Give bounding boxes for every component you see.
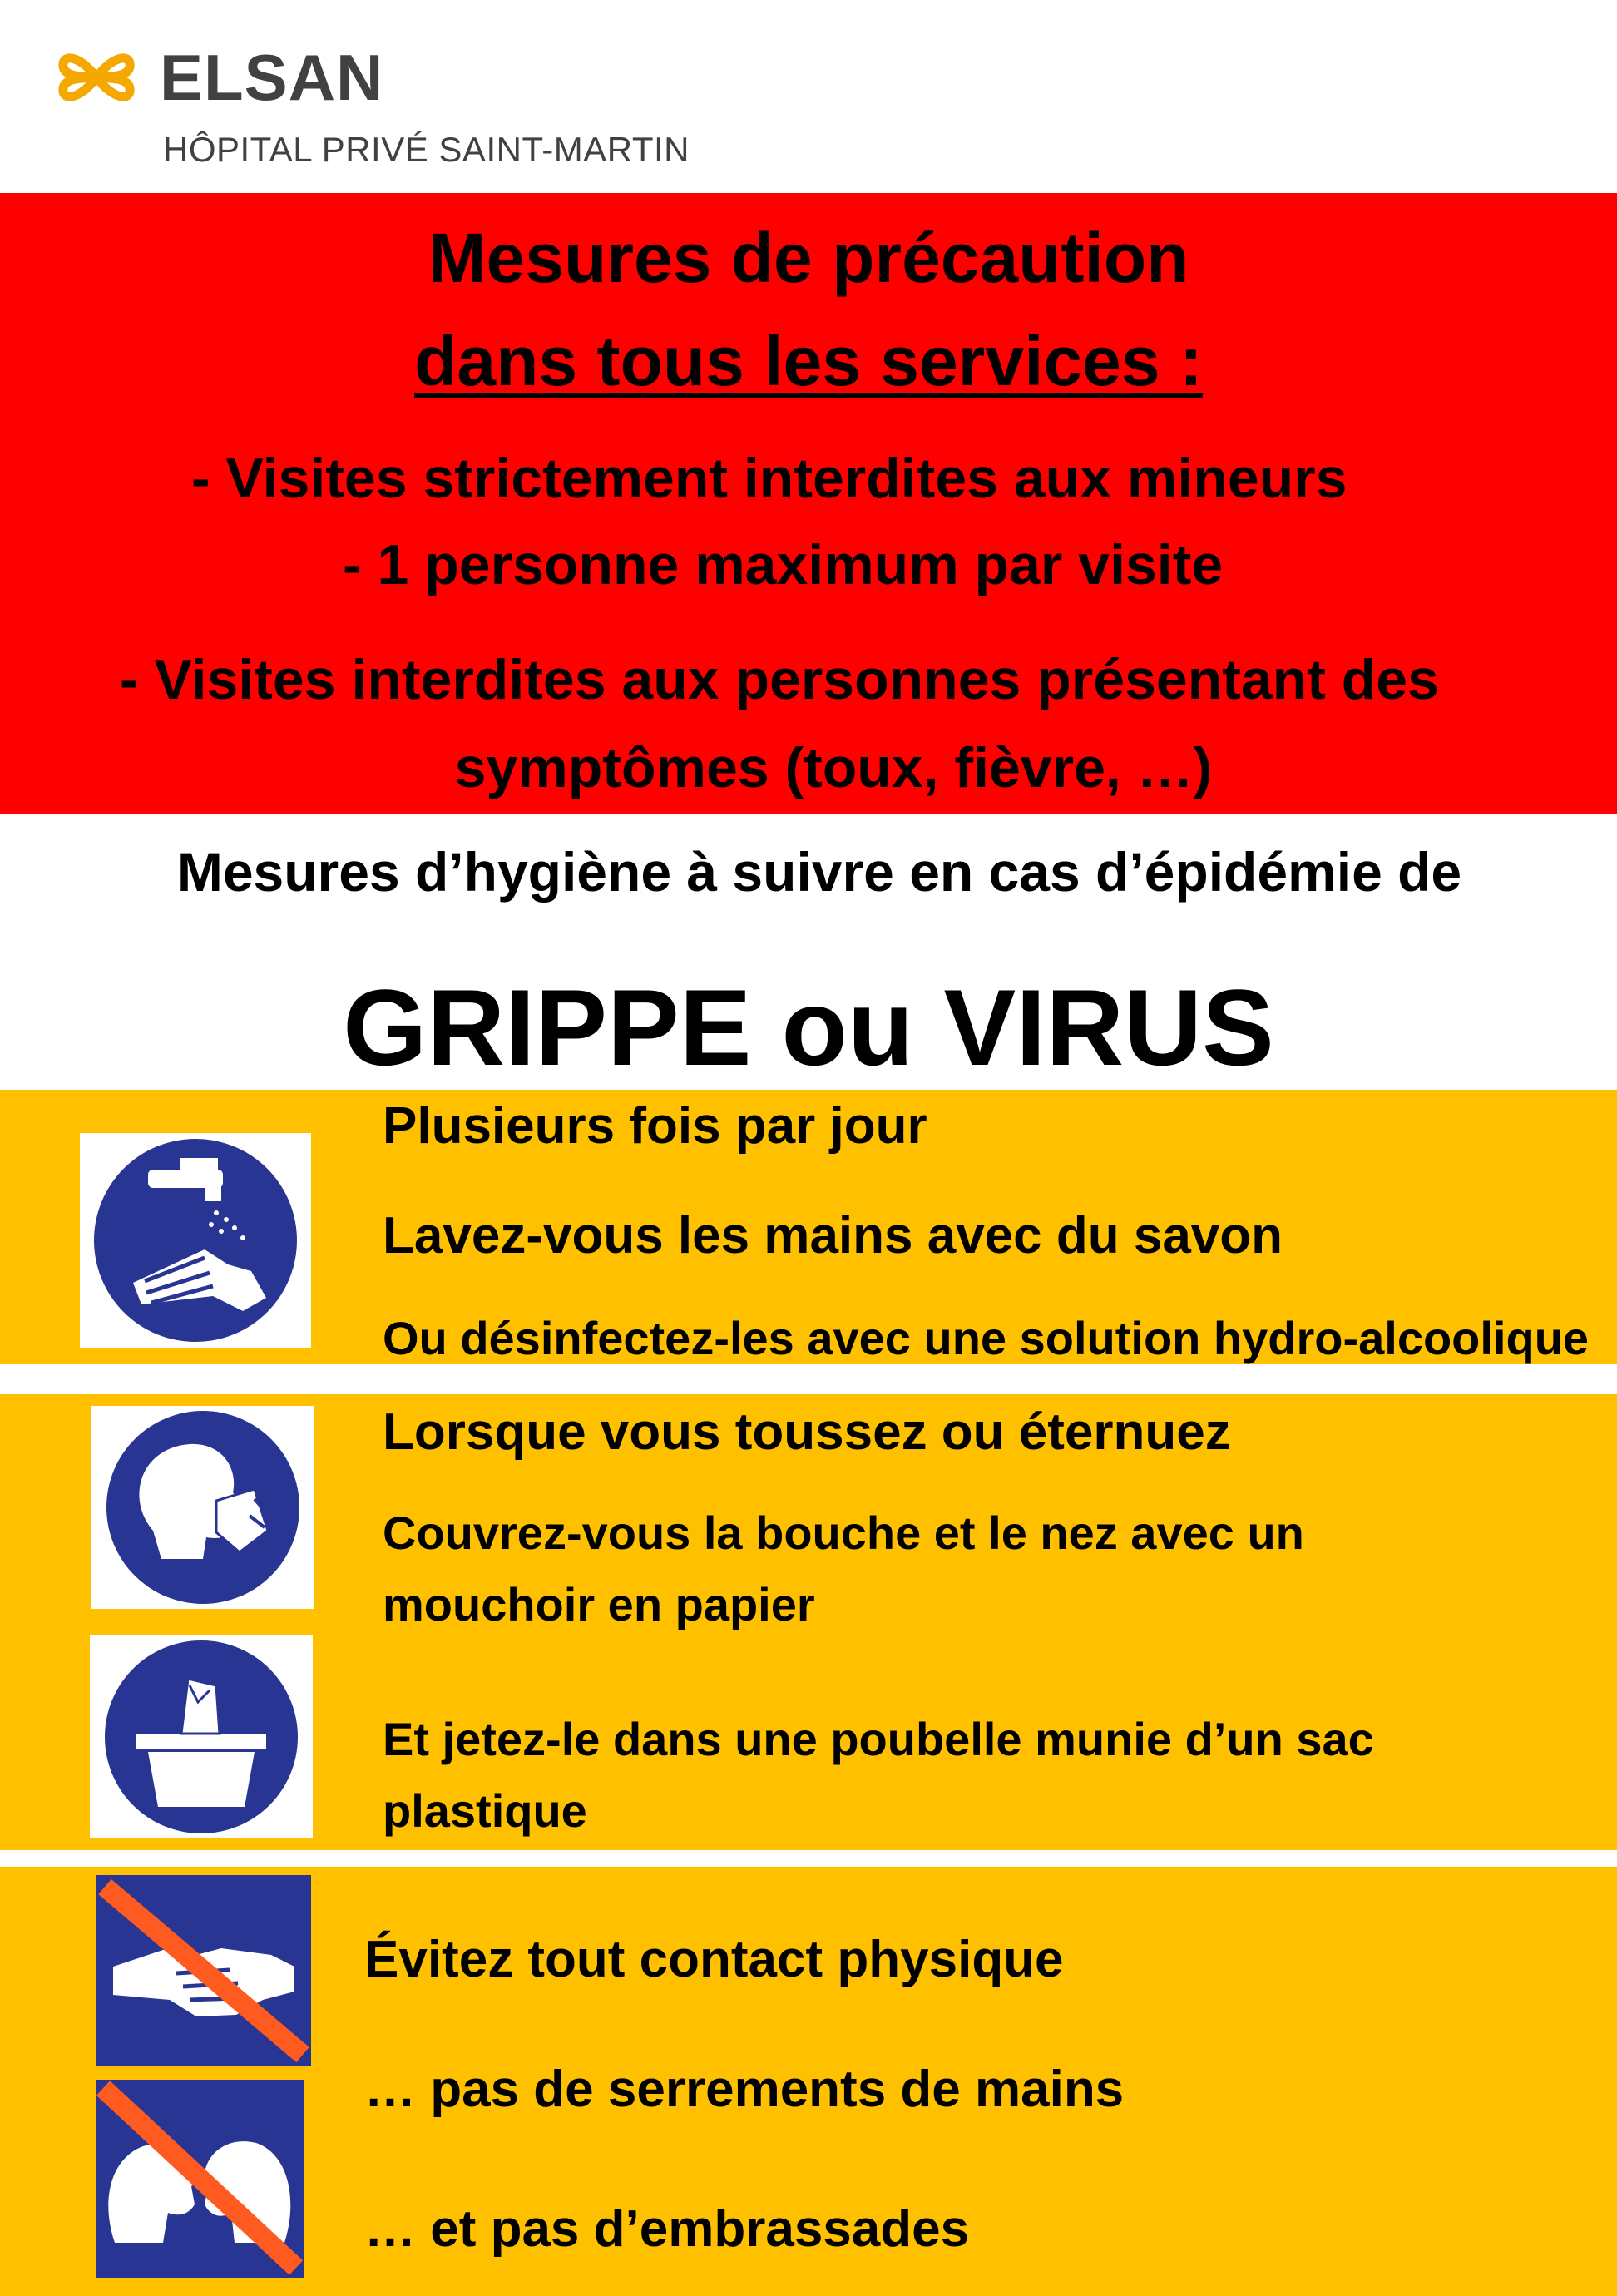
cough-cover-line2: mouchoir en papier xyxy=(383,1578,815,1630)
no-handshake-text: … pas de serrements de mains xyxy=(364,2061,1125,2118)
hands-wash-soap: Lavez-vous les mains avec du savon xyxy=(383,1207,1283,1264)
tissue-bin-icon xyxy=(90,1635,313,1838)
rule-symptoms-continued: symptômes (toux, fièvre, …) xyxy=(454,736,1213,799)
no-kiss-text: … et pas d’embrassades xyxy=(364,2200,970,2258)
cough-cover-line1: Couvrez-vous la bouche et le nez avec un xyxy=(383,1507,1304,1559)
rule-minors: - Visites strictement interdites aux mineurs xyxy=(191,447,1348,510)
hands-frequency: Plusieurs fois par jour xyxy=(383,1097,927,1155)
rule-symptoms: - Visites interdites aux personnes présentant des xyxy=(120,648,1439,711)
elsan-logo-icon xyxy=(55,38,138,116)
hand-washing-icon xyxy=(80,1133,311,1348)
cough-heading: Lorsque vous toussez ou éternuez xyxy=(383,1403,1231,1461)
hygiene-intro: Mesures d’hygiène à suivre en cas d’épidémie de xyxy=(176,841,1462,903)
no-kiss-icon xyxy=(96,2080,304,2278)
no-handshake-icon xyxy=(96,1875,311,2066)
banner-title: Mesures de précaution xyxy=(428,219,1189,297)
alert-title: GRIPPE ou VIRUS xyxy=(343,967,1274,1088)
contact-heading: Évitez tout contact physique xyxy=(364,1931,1064,1988)
brand-name: ELSAN xyxy=(160,41,384,114)
cough-tissue-icon xyxy=(91,1406,314,1609)
banner-subtitle: dans tous les services : xyxy=(414,322,1203,400)
rule-one-person: - 1 personne maximum par visite xyxy=(343,533,1224,596)
hospital-name: HÔPITAL PRIVÉ SAINT-MARTIN xyxy=(163,130,690,169)
cough-bin-line1: Et jetez-le dans une poubelle munie d’un sac xyxy=(383,1713,1374,1765)
hands-disinfect: Ou désinfectez-les avec une solution hydro-alcoolique xyxy=(383,1312,1590,1364)
cough-bin-line2: plastique xyxy=(383,1784,587,1837)
